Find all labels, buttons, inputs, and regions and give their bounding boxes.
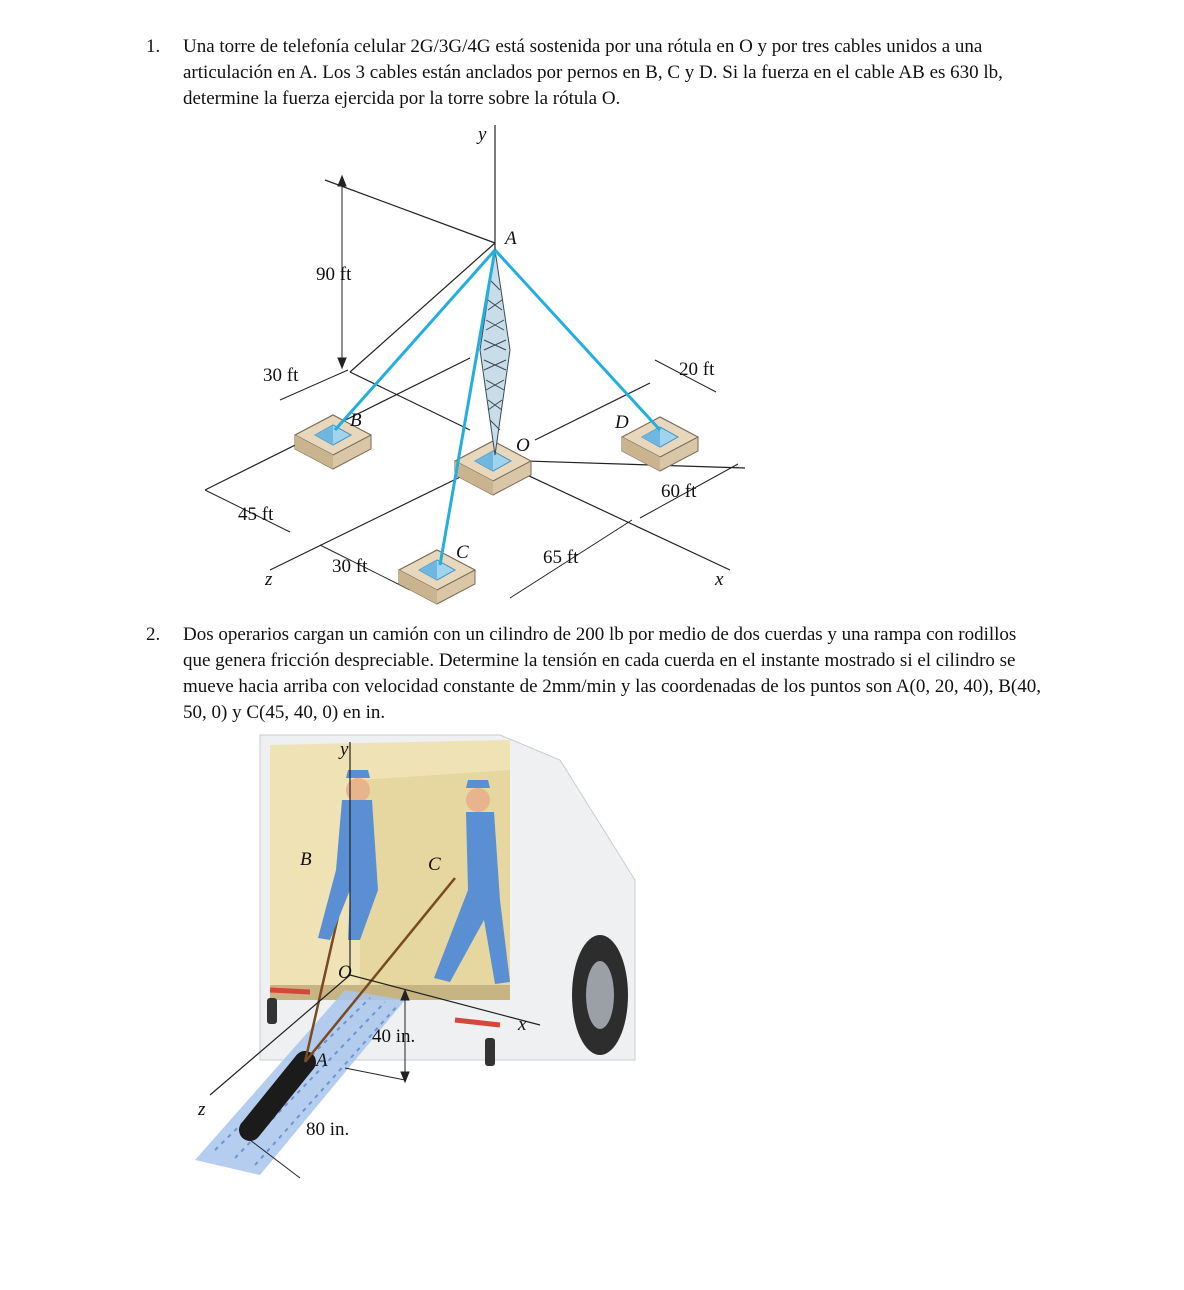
axis-y-label-2: y bbox=[340, 739, 349, 760]
problem-2-line-4: 50, 0) y C(45, 40, 0) en in. bbox=[183, 702, 386, 723]
tower-figure bbox=[190, 118, 770, 610]
dim-60ft: 60 ft bbox=[661, 481, 697, 502]
problem-2-line-1: Dos operarios cargan un camión con un cilindro de 200 lb por medio de dos cuerdas y una rampa con rodillos bbox=[183, 624, 1017, 645]
axis-z-label-2: z bbox=[198, 1099, 206, 1120]
point-o-label: O bbox=[516, 435, 530, 456]
truck-figure bbox=[190, 728, 640, 1183]
problem-2-statement bbox=[183, 622, 1173, 726]
point-d-label: D bbox=[615, 412, 629, 433]
dim-20ft: 20 ft bbox=[679, 359, 715, 380]
point-b-label-2: B bbox=[300, 849, 312, 870]
problem-1-line-2: articulación en A. Los 3 cables están anclados por pernos en B, C y D. Si la fuerza en el cable AB es 630 lb, bbox=[183, 62, 1003, 83]
problem-1-statement bbox=[183, 34, 1173, 112]
dim-30ft-c: 30 ft bbox=[332, 556, 368, 577]
axis-x-label-2: x bbox=[518, 1014, 527, 1035]
point-o-label-2: O bbox=[338, 962, 352, 983]
point-c-label-2: C bbox=[428, 854, 441, 875]
point-b-label: B bbox=[350, 410, 362, 431]
axis-lines bbox=[205, 125, 745, 570]
cable-ad bbox=[495, 250, 660, 430]
cable-ac bbox=[440, 250, 495, 565]
point-a-label-2: A bbox=[316, 1050, 328, 1071]
tower bbox=[480, 250, 510, 455]
problem-1-line-1: Una torre de telefonía celular 2G/3G/4G está sostenida por una rótula en O y por tres cables unidos a una bbox=[183, 36, 983, 57]
problem-1-number: 1. bbox=[146, 36, 161, 57]
axis-z-label: z bbox=[265, 569, 273, 590]
dim-65ft: 65 ft bbox=[543, 547, 579, 568]
axis-y-label: y bbox=[478, 124, 487, 145]
dim-80in: 80 in. bbox=[306, 1119, 350, 1140]
anchor-d bbox=[622, 417, 698, 471]
point-c-label: C bbox=[456, 542, 469, 563]
problem-2-line-3: mueve hacia arriba con velocidad constante de 2mm/min y las coordenadas de los puntos son A(0, 20, 40), B(40, bbox=[183, 676, 1041, 697]
problem-1-line-3: determine la fuerza ejercida por la torre sobre la rótula O. bbox=[183, 88, 621, 109]
problem-2-line-2: que genera fricción despreciable. Determine la tensión en cada cuerda en el instante mostrado si el cilindro se bbox=[183, 650, 1016, 671]
problem-2-number: 2. bbox=[146, 624, 161, 645]
dim-30ft-b: 30 ft bbox=[263, 365, 299, 386]
point-a-label: A bbox=[505, 228, 517, 249]
dim-45ft: 45 ft bbox=[238, 504, 274, 525]
dim-40in: 40 in. bbox=[372, 1026, 416, 1047]
dim-90ft: 90 ft bbox=[316, 264, 352, 285]
axis-x-label: x bbox=[715, 569, 724, 590]
